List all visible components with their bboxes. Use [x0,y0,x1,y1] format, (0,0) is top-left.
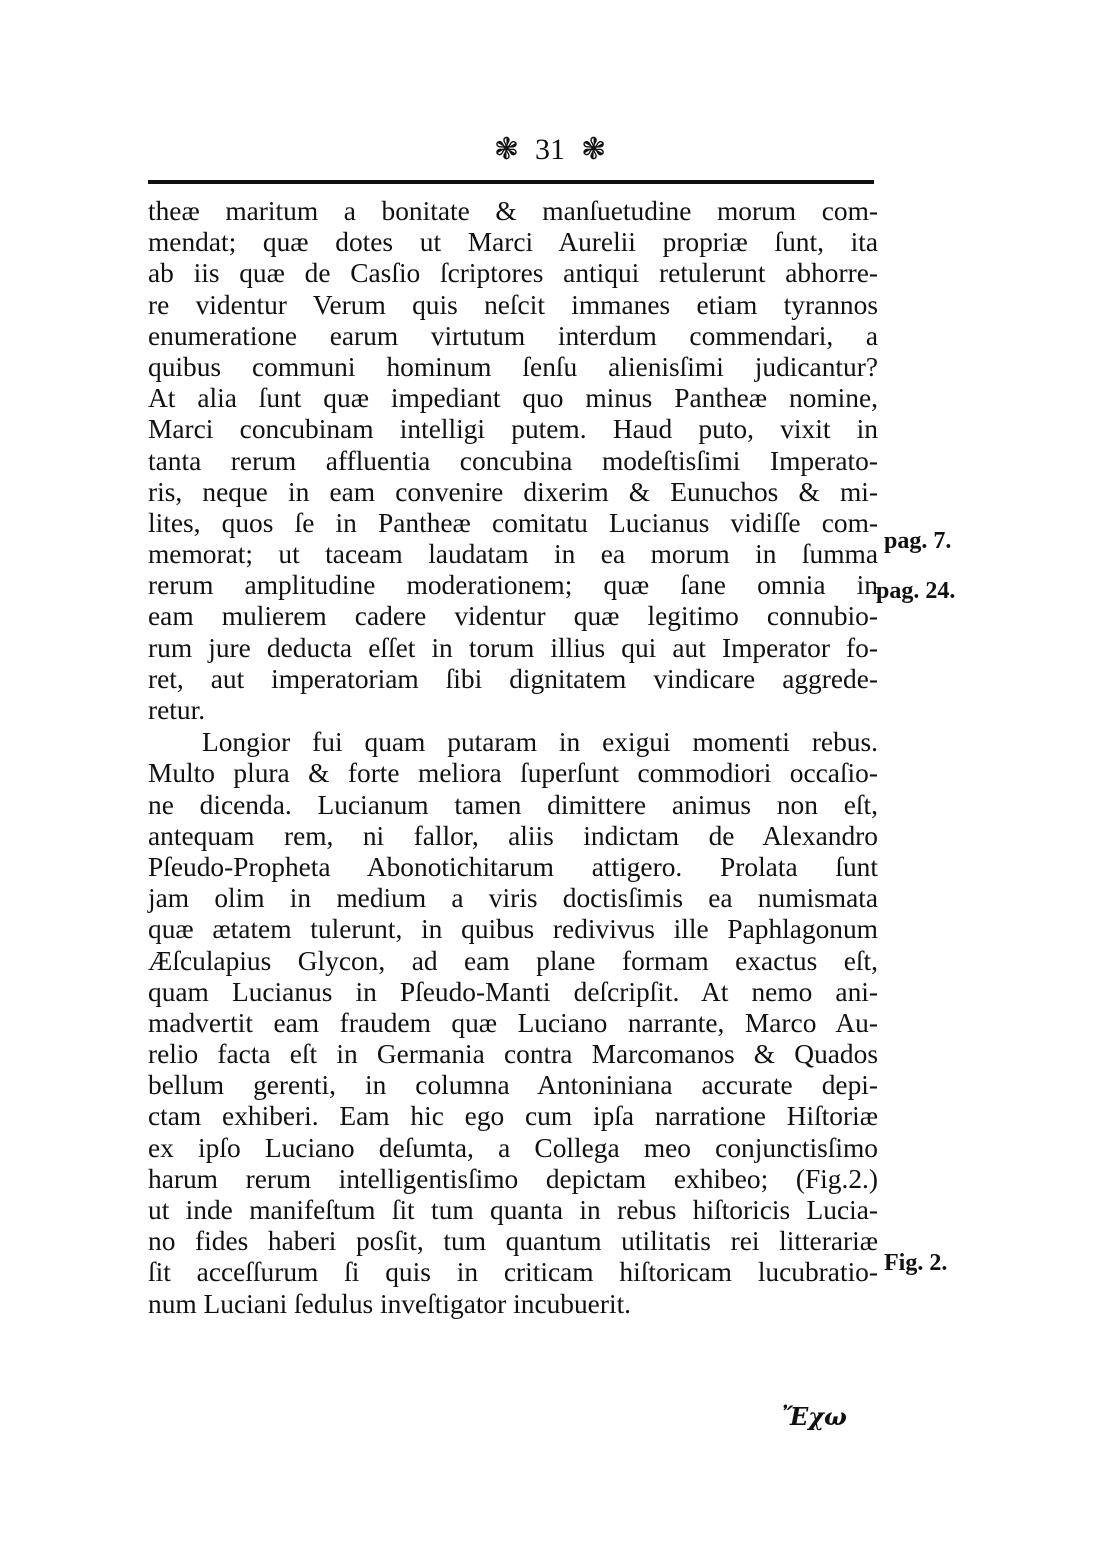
ornament-left-icon: ❃ [493,132,519,167]
text-line: quam Lucianus in Pſeudo-Manti deſcripſit. At nemo ani- [148,976,878,1007]
text-line: ctam exhiberi. Eam hic ego cum ipſa narratione Hiſtoriæ [148,1101,878,1132]
text-line: re videntur Verum quis neſcit immanes etiam tyrannos [148,289,878,320]
text-line: ret, aut imperatoriam ſibi dignitatem vindicare aggrede- [148,663,878,694]
page-header [0,132,1100,172]
text-line: ne dicenda. Lucianum tamen dimittere animus non eſt, [148,789,878,820]
text-line: bellum gerenti, in columna Antoniniana accurate depi- [148,1070,878,1101]
text-line: ex ipſo Luciano deſumta, a Collega meo conjunctisſimo [148,1132,878,1163]
text-line: Longior fui quam putaram in exigui momenti rebus. [202,727,878,758]
text-line: no fides haberi posſit, tum quantum utilitatis rei litterariæ [148,1226,878,1257]
text-line: memorat; ut taceam laudatam in ea morum in ſumma [148,539,878,570]
margin-note-pag-7: pag. 7. [884,528,952,554]
text-line: jam olim in medium a viris doctisſimis ea numismata [148,883,878,914]
page-number: 31 [535,132,565,166]
body-text [148,196,878,1320]
text-line: retur. [148,695,206,725]
text-line: antequam rem, ni fallor, aliis indictam de Alexandro [148,820,878,851]
text-line: relio facta eſt in Germania contra Marcomanos & Quados [148,1039,878,1070]
text-line: quæ ætatem tulerunt, in quibus redivivus ille Paphlagonum [148,914,878,945]
text-line: Multo plura & forte meliora ſuperſunt commodiori occaſio- [148,758,878,789]
text-line: Æſculapius Glycon, ad eam plane formam exactus eſt, [148,945,878,976]
text-line: tanta rerum affluentia concubina modeſtisſimi Imperato- [148,445,878,476]
text-line: mendat; quæ dotes ut Marci Aurelii propriæ ſunt, ita [148,227,878,258]
text-line: At alia ſunt quæ impediant quo minus Pantheæ nomine, [148,383,878,414]
text-line: enumeratione earum virtutum interdum commendari, a [148,320,878,351]
text-line: rerum amplitudine moderationem; quæ ſane omnia in [148,570,878,601]
ornament-right-icon: ❃ [581,132,607,167]
text-line: ut inde manifeſtum ſit tum quanta in rebus hiſtoricis Lucia- [148,1195,878,1225]
paragraph-1 [148,196,878,726]
text-line: ſit acceſſurum ſi quis in criticam hiſtoricam lucubratio- [148,1257,878,1288]
text-line: harum rerum intelligentisſimo depictam exhibeo; (Fig.2.) [148,1163,878,1194]
header-rule [148,180,874,184]
text-line: ris, neque in eam convenire dixerim & Eunuchos & mi- [148,476,878,507]
text-line: num Luciani ſedulus inveſtigator incubuerit. [148,1288,632,1319]
text-line: madvertit eam fraudem quæ Luciano narrante, Marco Au- [148,1007,878,1038]
margin-note-fig-2: Fig. 2. [884,1250,948,1276]
text-line: ab iis quæ de Casſio ſcriptores antiqui retulerunt abhorre- [148,258,878,289]
text-line: rum jure deducta eſſet in torum illius qui aut Imperator fo- [148,632,878,663]
text-line: theæ maritum a bonitate & manſuetudine morum com- [148,196,878,226]
text-line: Pſeudo-Propheta Abonotichitarum attigero. Prolata ſunt [148,851,878,882]
text-line: lites, quos ſe in Pantheæ comitatu Lucianus vidiſſe com- [148,507,878,538]
paragraph-2 [148,727,878,1320]
text-line: eam mulierem cadere videntur quæ legitimo connubio- [148,601,878,632]
text-line: Marci concubinam intelligi putem. Haud puto, vixit in [148,414,878,445]
text-line: quibus communi hominum ſenſu alienisſimi judicantur? [148,351,878,382]
catchword: Ἔχω [782,1402,847,1431]
margin-note-pag-24: pag. 24. [876,578,956,604]
